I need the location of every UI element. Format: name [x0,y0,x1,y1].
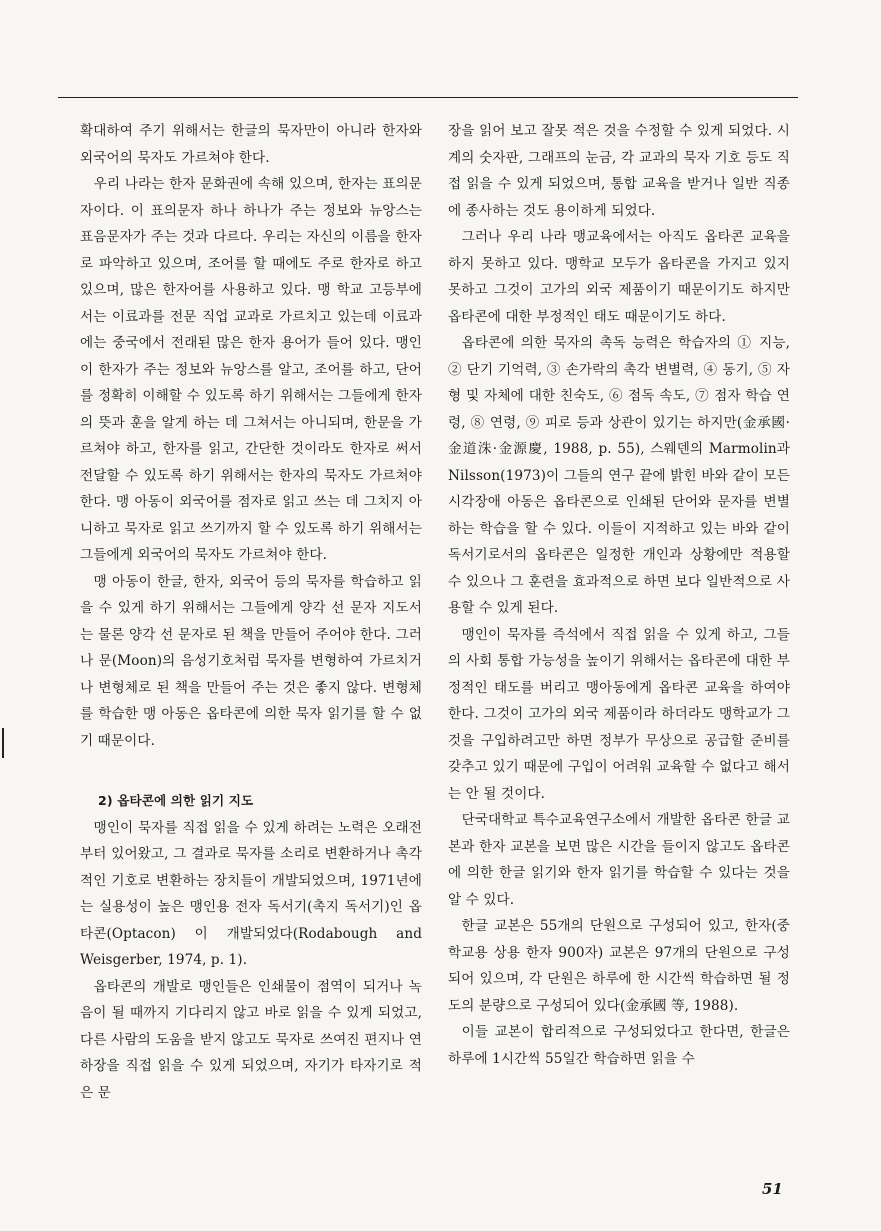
section-heading: 2) 옵타콘에 의한 읽기 지도 [98,793,254,808]
paragraph: 한글 교본은 55개의 단원으로 구성되어 있고, 한자(중학교용 상용 한자 900자) 교본은 97개의 단원으로 구성되어 있으며, 각 단원은 하루에 한 시간씩 학습하면 될 정도의 분량으로 구성되어 있다(金承國 等, 1988). [448,918,790,1014]
paragraph: 옵타콘에 의한 묵자의 촉독 능력은 학습자의 ① 지능, ② 단기 기억력, ③ 손가락의 촉각 변별력, ④ 동기, ⑤ 자형 및 자체에 대한 친숙도, ⑥ 점독 속도, ⑦ 점자 학습 연령, ⑧ 연령, ⑨ 피로 등과 상관이 있기는 하지만(金承國·金道洙·金源慶, 1988, p. 55), 스웨덴의 Marmolin과 Nilsson(1973)이 그들의 연구 끝에 밝힌 바와 같이 모든 시각장애 아동은 옵타콘으로 인쇄된 단어와 문자를 변별하는 학습을 할 수 있다. 이들이 지적하고 있는 바와 같이 독서기로서의 옵타콘은 일정한 개인과 상황에만 적용할 수 있으나 그 훈련을 효과적으로 하면 보다 일반적으로 사용할 수 있게 된다. [448,335,790,616]
right-column [448,118,790,1072]
paragraph: 이들 교본이 합리적으로 구성되었다고 한다면, 한글은 하루에 1시간씩 55일간 학습하면 읽을 수 [448,1024,790,1067]
paragraph: 장을 읽어 보고 잘못 적은 것을 수정할 수 있게 되었다. 시계의 숫자판, 그래프의 눈금, 각 교과의 묵자 기호 등도 직접 읽을 수 있게 되었으며, 통합 교육을 받거나 일반 직종에 종사하는 것도 용이하게 되었다. [448,123,790,219]
margin-mark [2,728,4,758]
header-rule [58,97,798,98]
paragraph: 맹 아동이 한글, 한자, 외국어 등의 묵자를 학습하고 읽을 수 있게 하기 위해서는 그들에게 양각 선 문자 지도서는 물론 양각 선 문자로 된 책을 만들어 주어야 한다. 그러나 문(Moon)의 음성기호처럼 묵자를 변형하여 가르치거나 변형체로 된 책을 만들어 주는 것은 좋지 않다. 변형체를 학습한 맹 아동은 옵타콘에 의한 묵자 읽기를 할 수 없기 때문이다. [80,573,422,749]
paragraph: 단국대학교 특수교육연구소에서 개발한 옵타콘 한글 교본과 한자 교본을 보면 많은 시간을 들이지 않고도 옵타콘에 의한 한글 읽기와 한자 읽기를 학습할 수 있다는 것을 알 수 있다. [448,812,790,908]
paragraph: 그러나 우리 나라 맹교육에서는 아직도 옵타콘 교육을 하지 못하고 있다. 맹학교 모두가 옵타콘을 가지고 있지 못하고 그것이 고가의 외국 제품이기 때문이기도 하지만 옵타콘에 대한 부정적인 태도 때문이기도 하다. [448,229,790,325]
left-column [80,118,422,1106]
paragraph: 맹인이 묵자를 직접 읽을 수 있게 하려는 노력은 오래전부터 있어왔고, 그 결과로 묵자를 소리로 변환하거나 촉각적인 기호로 변환하는 장치들이 개발되었으며, 1971년에는 실용성이 높은 맹인용 전자 독서기(촉지 독서기)인 옵타콘(Optacon) 이 개발되었다(Rodabough and Weisgerber, 1974, p. 1). [80,819,422,968]
paragraph: 옵타콘의 개발로 맹인들은 인쇄물이 점역이 되거나 녹음이 될 때까지 기다리지 않고 바로 읽을 수 있게 되었고, 다른 사람의 도움을 받지 않고도 묵자로 쓰여진 편지나 연하장을 직접 읽을 수 있게 되었으며, 자기가 타자기로 적은 문 [80,978,422,1101]
page-number: 51 [762,1180,783,1198]
paragraph: 확대하여 주기 위해서는 한글의 묵자만이 아니라 한자와 외국어의 묵자도 가르쳐야 한다. [80,123,422,166]
paragraph: 우리 나라는 한자 문화권에 속해 있으며, 한자는 표의문자이다. 이 표의문자 하나 하나가 주는 정보와 뉴앙스는 표음문자가 주는 것과 다르다. 우리는 자신의 이름을 한자로 파악하고 있으며, 조어를 할 때에도 주로 한자로 하고 있으며, 많은 한자어를 사용하고 있다. 맹 학교 고등부에서는 이료과를 전문 직업 교과로 가르치고 있는데 이료과에는 중국에서 전래된 많은 한자 용어가 들어 있다. 맹인이 한자가 주는 정보와 뉴앙스를 알고, 조어를 하고, 단어를 정확히 이해할 수 있도록 하기 위해서는 그들에게 한자의 뜻과 훈을 알게 하는 데 그쳐서는 아니되며, 한문을 가르쳐야 하고, 한자를 읽고, 간단한 것이라도 한자로 써서 전달할 수 있도록 하기 위해서는 한자의 묵자도 가르쳐야 한다. 맹 아동이 외국어를 점자로 읽고 쓰는 데 그치지 아니하고 묵자로 읽고 쓰기까지 할 수 있도록 하기 위해서는 그들에게 외국어의 묵자도 가르쳐야 한다. [80,176,422,563]
section-gap [80,754,422,788]
paragraph: 맹인이 묵자를 즉석에서 직접 읽을 수 있게 하고, 그들의 사회 통합 가능성을 높이기 위해서는 옵타콘에 대한 부정적인 태도를 버리고 맹아동에게 옵타콘 교육을 하여야 한다. 그것이 고가의 외국 제품이라 하더라도 맹학교가 그것을 구입하려고만 하면 정부가 무상으로 공급할 준비를 갖추고 있기 때문에 구입이 어려워 교육할 수 없다고 해서는 안 될 것이다. [448,626,790,802]
